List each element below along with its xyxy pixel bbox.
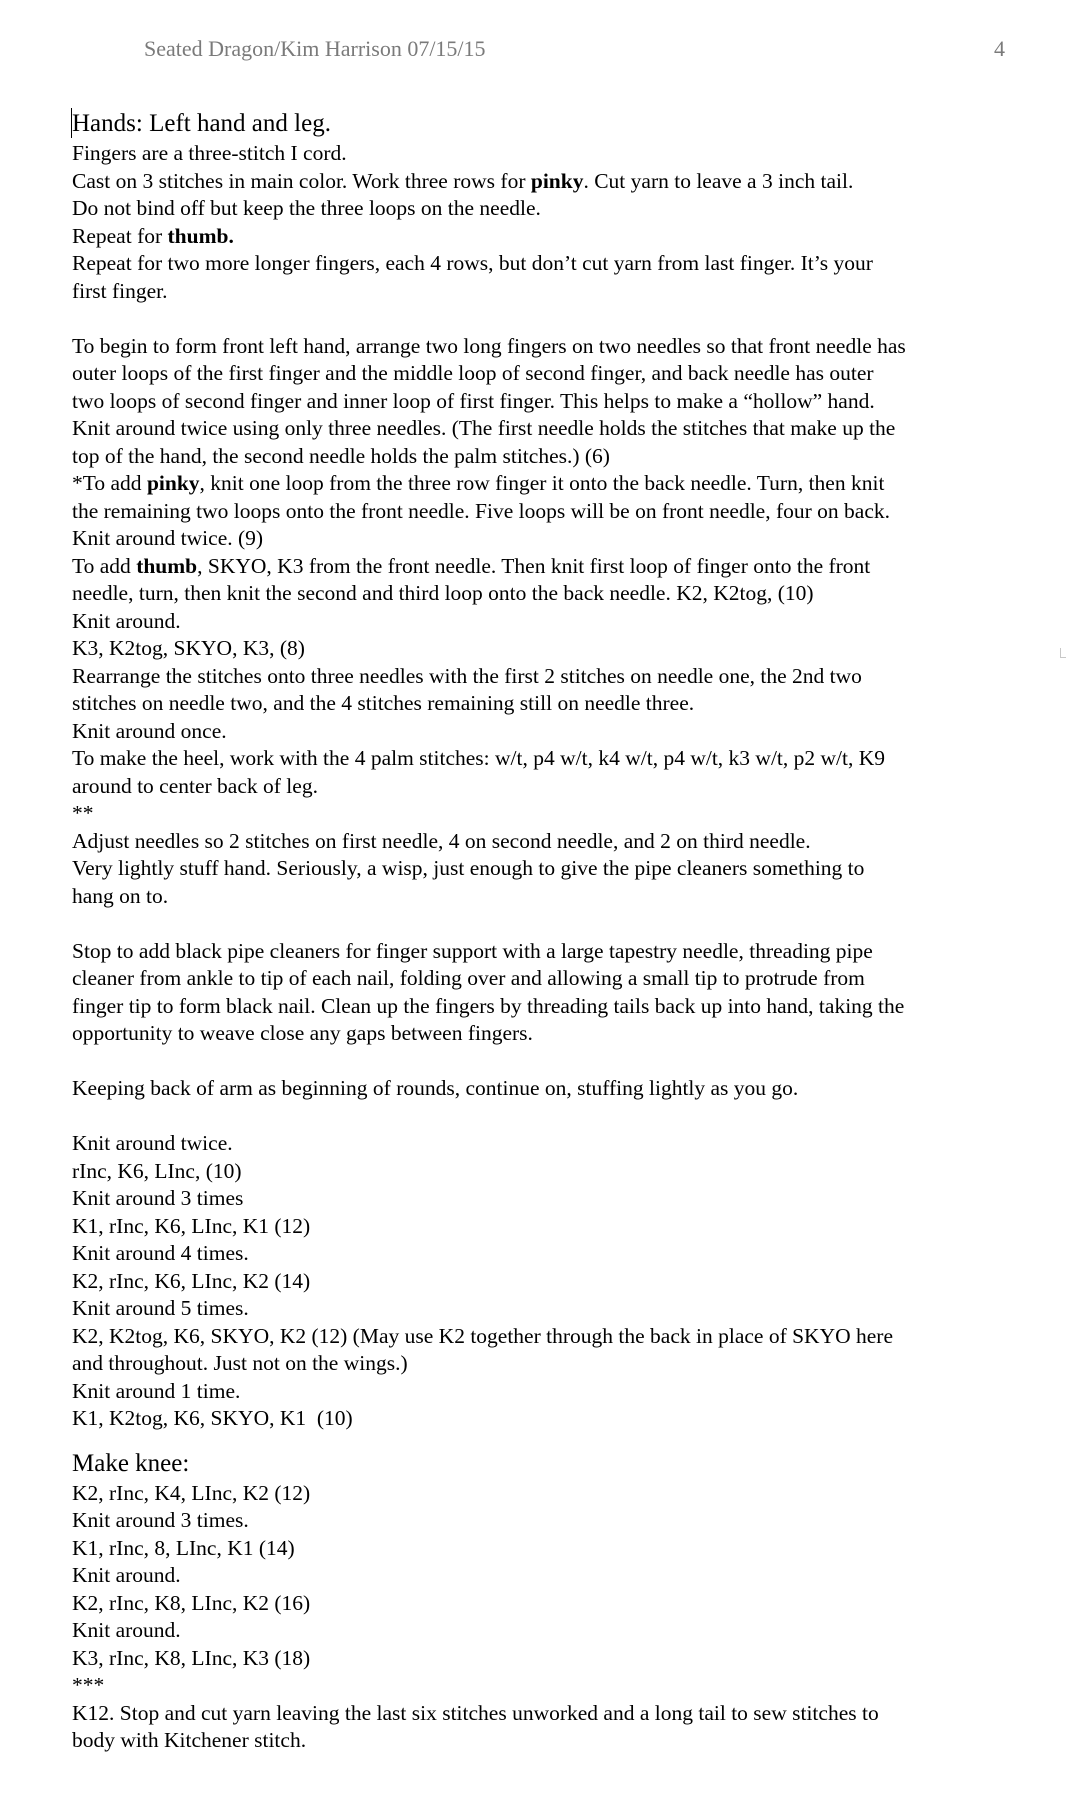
text-line: Knit around 3 times. [72,1508,249,1532]
page-header [0,36,1066,68]
text-line: hang on to. [72,883,169,908]
text-line: To add thumb, SKYO, K3 from the front needle. Then knit first loop of finger onto the front [72,553,871,578]
text-line: *To add pinky, knit one loop from the three row finger it onto the back needle. Turn, then knit [72,471,885,495]
bold-term: thumb [136,553,198,578]
text-line: around to center back of leg. [72,773,318,798]
text-line: rInc, K6, LInc, (10) [72,1158,242,1183]
text-line: stitches on needle two, and the 4 stitches remaining still on needle three. [72,691,695,715]
text-line: K12. Stop and cut yarn leaving the last six stitches unworked and a long tail to sew stitches to [72,1700,879,1725]
text-line: Keeping back of arm as beginning of rounds, continue on, stuffing lightly as you go. [72,1076,799,1100]
text-line: Knit around. [72,1563,181,1587]
text-line: Knit around 1 time. [72,1378,241,1403]
text-line: K1, rInc, 8, LInc, K1 (14) [72,1535,295,1560]
text-line: K1, rInc, K6, LInc, K1 (12) [72,1213,311,1238]
section-marker: *** [72,1673,105,1697]
text-line: K3, K2tog, SKYO, K3, (8) [72,636,305,660]
text-line: cleaner from ankle to tip of each nail, folding over and allowing a small tip to protrude from [72,966,865,990]
text-line: Repeat for two more longer fingers, each 4 rows, but don’t cut yarn from last finger. It’s your [72,251,873,275]
text-line: Knit around twice. [72,1131,233,1155]
text-line: Knit around 4 times. [72,1241,249,1265]
section-heading-hands: Hands: Left hand and leg. [72,110,331,137]
text-line: Knit around. [72,608,181,633]
text-line: Repeat for thumb. [72,223,234,248]
text-line: body with Kitchener stitch. [72,1728,307,1752]
text-line: Do not bind off but keep the three loops on the needle. [72,196,541,220]
text-line: Adjust needles so 2 stitches on first needle, 4 on second needle, and 2 on third needle. [72,828,811,853]
section-heading-knee: Make knee: [72,1449,190,1477]
text-line: Knit around. [72,1618,181,1642]
blank-line [72,305,1022,333]
text-line: K2, K2tog, K6, SKYO, K2 (12) (May use K2 together through the back in place of SKYO here [72,1323,894,1348]
header-title: Seated Dragon/Kim Harrison 07/15/15 [144,36,486,61]
text-line: Knit around twice. (9) [72,526,264,550]
bold-term: pinky [146,471,200,495]
text-line: K1, K2tog, K6, SKYO, K1 (10) [72,1406,353,1430]
text-line: Fingers are a three-stitch I cord. [72,141,347,165]
text-line: Cast on 3 stitches in main color. Work three rows for pinky. Cut yarn to leave a 3 inch tail. [72,168,854,193]
page-number: 4 [994,36,1005,61]
text-line: Stop to add black pipe cleaners for finger support with a large tapestry needle, threading pipe [72,938,873,963]
blank-line [72,910,1022,938]
bold-term: pinky [530,168,584,193]
text-line: outer loops of the first finger and the middle loop of second finger, and back needle has outer [72,361,874,385]
text-line: Knit around 3 times [72,1186,244,1210]
document-body[interactable] [72,108,1022,1755]
text-line: finger tip to form black nail. Clean up the fingers by threading tails back up into hand, taking the [72,993,905,1018]
text-line: top of the hand, the second needle holds the palm stitches.) (6) [72,443,610,468]
section-marker: ** [72,801,94,825]
blank-line [72,1048,1022,1076]
text-line: To make the heel, work with the 4 palm stitches: w/t, p4 w/t, k4 w/t, p4 w/t, k3 w/t, p2 w/t, K9 [72,746,886,770]
text-line: two loops of second finger and inner loop of first finger. This helps to make a “hollow” hand. [72,388,875,413]
text-line: first finger. [72,278,168,303]
text-line: Knit around once. [72,718,227,743]
text-line: Rearrange the stitches onto three needles with the first 2 stitches on needle one, the 2nd two [72,663,862,688]
text-line: To begin to form front left hand, arrange two long fingers on two needles so that front needle has [72,333,906,358]
text-line: opportunity to weave close any gaps between fingers. [72,1021,533,1045]
text-line: Knit around 5 times. [72,1296,249,1320]
margin-marker [1060,648,1066,658]
text-line: and throughout. Just not on the wings.) [72,1351,408,1375]
text-line: K2, rInc, K6, LInc, K2 (14) [72,1268,311,1293]
blank-line [72,1103,1022,1131]
text-line: Very lightly stuff hand. Seriously, a wisp, just enough to give the pipe cleaners something to [72,856,865,880]
text-line: K2, rInc, K4, LInc, K2 (12) [72,1480,311,1505]
text-line: the remaining two loops onto the front needle. Five loops will be on front needle, four on back. [72,498,891,523]
text-line: needle, turn, then knit the second and third loop onto the back needle. K2, K2tog, (10) [72,581,814,605]
text-line: K3, rInc, K8, LInc, K3 (18) [72,1645,311,1670]
text-line: K2, rInc, K8, LInc, K2 (16) [72,1590,311,1615]
text-line: Knit around twice using only three needles. (The first needle holds the stitches that make up the [72,416,896,440]
bold-term: thumb. [167,223,234,248]
